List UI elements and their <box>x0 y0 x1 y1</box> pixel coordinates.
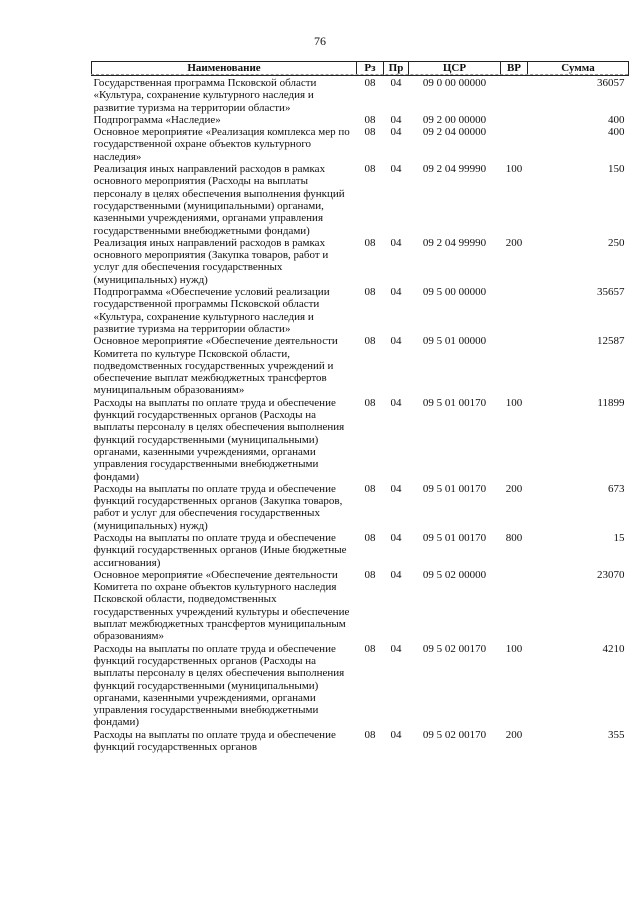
cell-name: Подпрограмма «Обеспечение условий реализации государственной программы Псковской области «Культура, сохранение культурного наследия и развитие туризма на территории области» <box>93 286 330 335</box>
cell-sum: 35657 <box>597 286 625 299</box>
cell-name: Подпрограмма «Наследие» <box>93 113 221 126</box>
cell-name: Основное мероприятие «Реализация комплекса мер по государственной охране объектов культурного наследия» <box>93 126 350 163</box>
cell-rz: 08 <box>364 77 376 89</box>
cell-pr: 04 <box>390 113 402 126</box>
table-row <box>92 532 629 569</box>
cell-rz: 08 <box>364 531 376 544</box>
cell-vr: 200 <box>505 728 523 741</box>
cell-vr <box>501 126 528 163</box>
cell-sum: 11899 <box>597 396 625 409</box>
cell-csr: 09 5 02 00170 <box>422 642 487 655</box>
cell-rz: 08 <box>364 642 376 655</box>
cell-pr: 04 <box>390 396 402 409</box>
cell-name: Расходы на выплаты по оплате труда и обеспечение функций государственных органов (Расходы на выплаты персоналу в целях обеспечения выполнения функций государственными (муниципальными) органами, казенными учреждениями, органами управления государственными внебюджетными фондами) <box>93 396 345 483</box>
cell-vr: 800 <box>505 531 523 544</box>
cell-rz: 08 <box>364 126 376 139</box>
cell-vr: 200 <box>505 482 523 495</box>
cell-vr: 100 <box>505 642 523 655</box>
cell-rz: 08 <box>364 335 376 348</box>
cell-sum: 150 <box>608 163 625 176</box>
cell-name: Расходы на выплаты по оплате труда и обеспечение функций государственных органов (Иные бюджетные ассигнования) <box>93 531 347 569</box>
cell-name: Расходы на выплаты по оплате труда и обеспечение функций государственных органов (Расходы на выплаты персоналу в целях обеспечения выполнения функций государственными (муниципальными) органами, казенными учреждениями, органами управления государственными внебюджетными фондами) <box>93 642 345 729</box>
cell-rz: 08 <box>364 113 376 126</box>
cell-vr <box>501 286 528 335</box>
cell-vr <box>501 114 528 126</box>
cell-vr <box>501 335 528 396</box>
cell-pr: 04 <box>390 531 402 544</box>
cell-sum: 400 <box>608 113 625 126</box>
cell-sum: 673 <box>608 482 625 495</box>
cell-vr: 100 <box>505 163 523 176</box>
cell-pr: 04 <box>390 286 402 299</box>
cell-pr: 04 <box>390 728 402 741</box>
cell-sum: 15 <box>613 531 625 544</box>
table-row <box>92 114 629 126</box>
table-row <box>92 483 629 532</box>
cell-pr: 04 <box>390 482 402 495</box>
header-pr: Пр <box>384 62 409 76</box>
cell-csr: 09 5 01 00170 <box>422 482 487 495</box>
page-number: 76 <box>314 34 326 48</box>
table-row <box>92 335 629 396</box>
cell-name: Реализация иных направлений расходов в рамках основного мероприятия (Расходы на выплаты персоналу в целях обеспечения выполнения функций государственными (муниципальными) органами, казенными учреждениями, органами управления государственными внебюджетными фондами) <box>93 163 345 237</box>
cell-name: Государственная программа Псковской области «Культура, сохранение культурного наследия и развитие туризма на территории области» <box>93 77 317 114</box>
cell-csr: 09 2 00 00000 <box>422 113 487 126</box>
cell-name: Расходы на выплаты по оплате труда и обеспечение функций государственных органов <box>93 728 336 754</box>
cell-vr: 200 <box>505 236 523 249</box>
table-row <box>92 163 629 237</box>
cell-pr: 04 <box>390 126 402 139</box>
table-row <box>92 643 629 729</box>
table-row <box>92 397 629 483</box>
cell-pr: 04 <box>390 335 402 348</box>
cell-csr: 09 2 04 99990 <box>422 236 487 249</box>
cell-rz: 08 <box>364 568 376 581</box>
header-rz: Рз <box>357 62 384 76</box>
cell-vr <box>501 76 528 114</box>
table-row <box>92 286 629 335</box>
cell-name: Реализация иных направлений расходов в рамках основного мероприятия (Закупка товаров, работ и услуг для обеспечения государственных (муниципальных) нужд) <box>93 236 329 286</box>
header-sum: Сумма <box>528 62 629 76</box>
cell-csr: 09 5 02 00170 <box>422 728 487 741</box>
cell-sum: 250 <box>608 236 625 249</box>
cell-csr: 09 2 04 00000 <box>422 126 487 139</box>
cell-sum: 23070 <box>597 568 625 581</box>
table-row <box>92 569 629 643</box>
cell-name: Основное мероприятие «Обеспечение деятельности Комитета по охране объектов культурного наследия Псковской области, подведомственных государственных учреждений культуры и обеспечение выплат межбюджетных трансфертов муниципальным образованиям» <box>93 568 350 643</box>
cell-csr: 09 5 02 00000 <box>422 568 487 581</box>
cell-sum: 12587 <box>597 335 625 348</box>
cell-csr: 09 5 01 00000 <box>422 335 487 348</box>
cell-pr: 04 <box>390 77 402 89</box>
cell-csr: 09 5 01 00170 <box>422 396 487 409</box>
cell-csr: 09 5 00 00000 <box>422 286 487 299</box>
cell-rz: 08 <box>364 286 376 299</box>
cell-name: Основное мероприятие «Обеспечение деятельности Комитета по культуре Псковской области, подведомственных государственных учреждений и обеспечение выплат межбюджетных трансфертов муниципальным образованиям» <box>93 335 338 397</box>
cell-csr: 09 0 00 00000 <box>422 77 487 89</box>
cell-pr: 04 <box>390 163 402 176</box>
cell-csr: 09 2 04 99990 <box>422 163 487 176</box>
cell-pr: 04 <box>390 568 402 581</box>
cell-sum: 4210 <box>602 642 625 655</box>
header-name: Наименование <box>92 62 357 76</box>
cell-rz: 08 <box>364 482 376 495</box>
cell-vr: 100 <box>505 396 523 409</box>
cell-vr <box>501 569 528 643</box>
cell-sum: 400 <box>608 126 625 139</box>
header-divider <box>91 74 628 75</box>
cell-pr: 04 <box>390 236 402 249</box>
table-row <box>92 76 629 114</box>
budget-table <box>91 61 629 753</box>
cell-sum: 36057 <box>597 77 625 89</box>
cell-rz: 08 <box>364 396 376 409</box>
cell-pr: 04 <box>390 642 402 655</box>
cell-csr: 09 5 01 00170 <box>422 531 487 544</box>
cell-rz: 08 <box>364 728 376 741</box>
cell-sum: 355 <box>608 728 625 741</box>
header-vr: ВР <box>501 62 528 76</box>
table-row <box>92 729 629 754</box>
table-body <box>92 76 629 754</box>
table-row <box>92 126 629 163</box>
cell-rz: 08 <box>364 163 376 176</box>
cell-name: Расходы на выплаты по оплате труда и обеспечение функций государственных органов (Закупка товаров, работ и услуг для обеспечения государственных (муниципальных) нужд) <box>93 482 343 532</box>
cell-rz: 08 <box>364 236 376 249</box>
header-csr: ЦСР <box>409 62 501 76</box>
table-row <box>92 237 629 286</box>
